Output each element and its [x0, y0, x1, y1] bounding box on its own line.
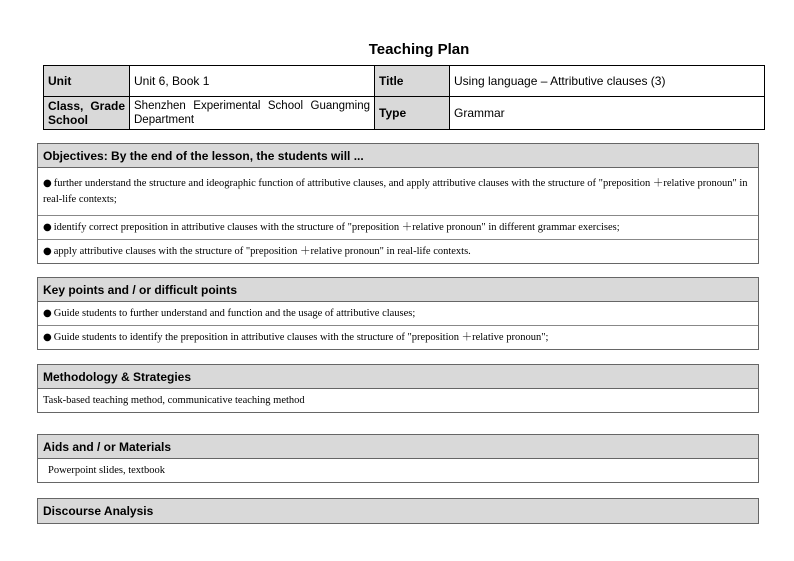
discourse-header: Discourse Analysis [38, 499, 758, 523]
info-row-class [44, 97, 765, 130]
key-point-text: Guide students to identify the preposition in attributive clauses with the structure of "preposition ＋relative pronoun"; [53, 331, 549, 343]
bullet-icon: ● [43, 221, 52, 233]
info-table [43, 65, 765, 130]
page-title: Teaching Plan [368, 41, 470, 58]
aids-header: Aids and / or Materials [38, 435, 758, 459]
key-points-section [37, 277, 759, 350]
unit-label: Unit [44, 66, 130, 97]
objective-text: identify correct preposition in attributive clauses with the structure of "preposition ＋relative pronoun" in different grammar exercises; [53, 221, 620, 233]
methodology-header: Methodology & Strategies [38, 365, 758, 389]
methodology-section [37, 364, 759, 413]
key-point-item [38, 326, 758, 349]
objective-item [38, 240, 758, 263]
bullet-icon: ● [43, 331, 52, 343]
objectives-section [37, 143, 759, 264]
unit-value: Unit 6, Book 1 [130, 66, 375, 97]
methodology-row [38, 389, 758, 412]
objective-text: apply attributive clauses with the structure of "preposition ＋relative pronoun" in real-life contexts. [53, 245, 471, 257]
key-point-item [38, 302, 758, 326]
aids-row [38, 459, 758, 482]
objective-item [38, 216, 758, 240]
aids-section [37, 434, 759, 483]
bullet-icon: ● [43, 307, 52, 319]
methodology-text: Task-based teaching method, communicative teaching method [43, 394, 305, 406]
class-value: Shenzhen Experimental School Guangming Department [130, 97, 375, 130]
objective-text: further understand the structure and ideographic function of attributive clauses, and apply attributive clauses with the structure of "preposition ＋relative pronoun" in real-life contexts; [43, 177, 748, 205]
class-label: Class, Grade School [44, 97, 130, 130]
bullet-icon: ● [43, 245, 52, 257]
type-label: Type [375, 97, 450, 130]
bullet-icon: ● [43, 177, 52, 189]
type-value: Grammar [450, 97, 765, 130]
discourse-section [37, 498, 759, 524]
info-row-unit [44, 66, 765, 97]
title-label: Title [375, 66, 450, 97]
key-points-header: Key points and / or difficult points [38, 278, 758, 302]
key-point-text: Guide students to further understand and function and the usage of attributive clauses; [53, 307, 416, 319]
objective-item [38, 168, 758, 216]
title-value: Using language – Attributive clauses (3) [450, 66, 765, 97]
aids-text: Powerpoint slides, textbook [48, 464, 165, 476]
objectives-header: Objectives: By the end of the lesson, the students will ... [38, 144, 758, 168]
